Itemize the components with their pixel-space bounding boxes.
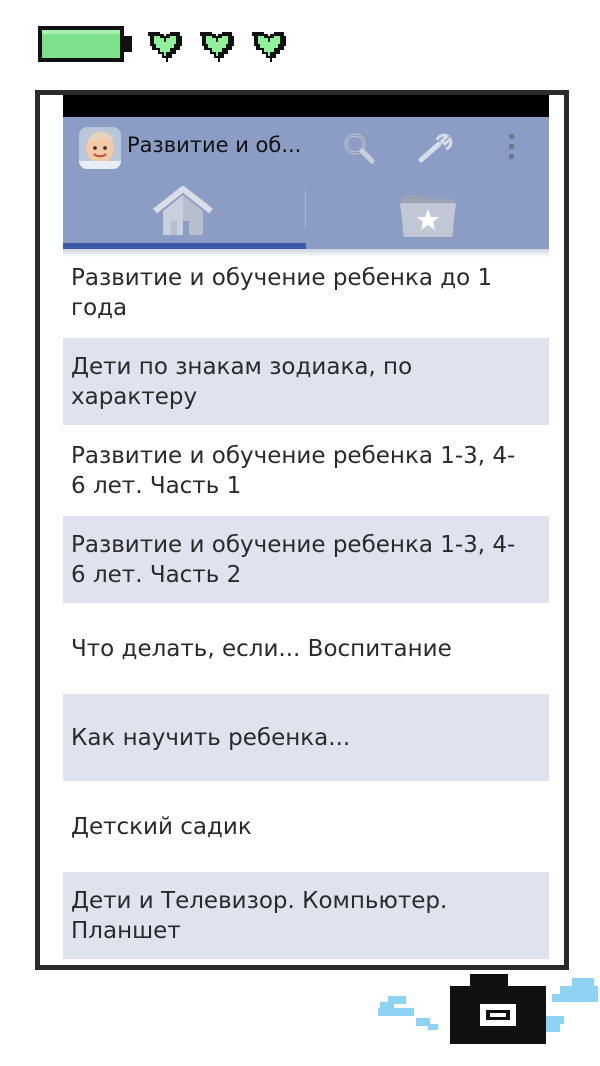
list-item[interactable]: Дети и Телевизор. Компьютер. Планшет	[63, 872, 549, 961]
list-item[interactable]: Развитие и обучение ребенка 1-3, 4-6 лет. Часть 2	[63, 516, 549, 605]
list-item[interactable]: Развитие и обучение ребенка 1-3, 4-6 лет. Часть 1	[63, 427, 549, 516]
status-bar	[63, 95, 549, 117]
wrench-icon[interactable]	[415, 128, 455, 168]
star-folder-icon	[398, 187, 458, 241]
phone-frame	[35, 90, 569, 970]
heart-icon	[146, 28, 184, 62]
search-icon[interactable]	[339, 128, 379, 168]
app-screen	[63, 95, 549, 965]
battery-icon	[36, 24, 136, 64]
topic-list	[63, 249, 549, 961]
tab-favorites[interactable]	[306, 177, 549, 249]
overflow-menu-icon[interactable]	[491, 128, 531, 168]
heart-icon	[250, 28, 288, 62]
list-item[interactable]: Дети по знакам зодиака, по характеру	[63, 338, 549, 427]
list-item[interactable]: Как научить ребенка...	[63, 694, 549, 783]
tab-bar	[63, 177, 549, 249]
tab-home[interactable]	[63, 177, 306, 249]
app-icon-baby[interactable]	[79, 127, 121, 169]
list-top-shadow	[63, 249, 549, 257]
home-icon	[151, 185, 215, 237]
list-item[interactable]: Развитие и обучение ребенка до 1 года	[63, 249, 549, 338]
list-item[interactable]: Детский садик	[63, 783, 549, 872]
app-title: Развитие и об...	[127, 133, 302, 157]
list-item[interactable]: Что делать, если... Воспитание	[63, 605, 549, 694]
camera-icon	[376, 972, 600, 1054]
heart-icon	[198, 28, 236, 62]
action-bar	[63, 117, 549, 177]
